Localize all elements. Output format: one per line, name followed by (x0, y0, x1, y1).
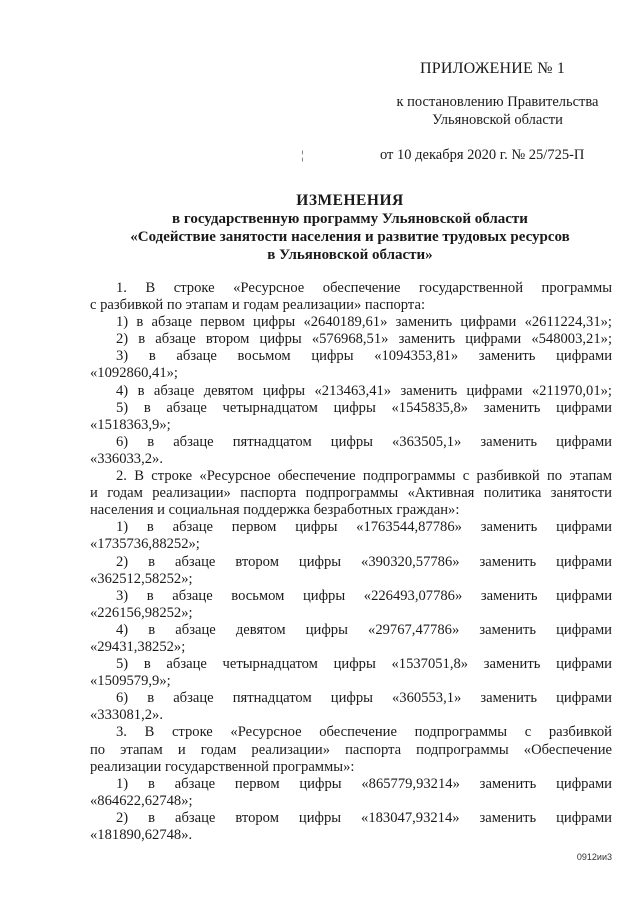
body-line: «1509579,9»; (90, 673, 171, 690)
title-main: ИЗМЕНЕНИЯ (296, 192, 404, 209)
document-title (90, 192, 610, 264)
body-line: «1518363,9»; (90, 416, 171, 433)
body-line: 2) в абзаце втором цифры «183047,93214» заменить цифрами (116, 809, 612, 826)
body-line: 5) в абзаце четырнадцатом цифры «1537051,8» заменить цифрами (116, 656, 612, 673)
body-line: «226156,98252»; (90, 604, 193, 621)
body-line: 3) в абзаце восьмом цифры «226493,07786» заменить цифрами (116, 587, 612, 604)
body-line: 1) в абзаце первом цифры «865779,93214» заменить цифрами (116, 775, 612, 792)
body-line: «1092860,41»; (90, 365, 178, 382)
body-line: реализации государственной программы»: (90, 758, 355, 775)
body-line: 2. В строке «Ресурсное обеспечение подпрограммы с разбивкой по этапам (116, 468, 612, 485)
document-body (90, 280, 612, 844)
body-line: «1735736,88252»; (90, 536, 200, 553)
body-line: и годам реализации» паспорта подпрограммы «Активная политика занятости (90, 485, 612, 502)
body-line: 1) в абзаце первом цифры «2640189,61» заменить цифрами «2611224,31»; (116, 314, 612, 331)
body-line: 2) в абзаце втором цифры «390320,57786» заменить цифрами (116, 553, 612, 570)
body-line: 1. В строке «Ресурсное обеспечение государственной программы (116, 280, 612, 296)
decree-reference-line-2: Ульяновской области (432, 112, 563, 128)
body-line: 6) в абзаце пятнадцатом цифры «360553,1» заменить цифрами (116, 690, 612, 707)
scan-mark: ¦ (301, 147, 304, 162)
body-line: населения и социальная поддержка безработных граждан»: (90, 502, 460, 519)
decree-reference (385, 93, 610, 129)
body-line: 4) в абзаце девятом цифры «213463,41» заменить цифрами «211970,01»; (116, 382, 612, 399)
appendix-heading: ПРИЛОЖЕНИЕ № 1 (420, 60, 566, 77)
body-line: «333081,2». (90, 707, 163, 724)
body-line: по этапам и годам реализации» паспорта подпрограммы «Обеспечение (90, 741, 612, 758)
body-line: «181890,62748». (90, 827, 193, 843)
title-line-2: в государственную программу Ульяновской области (172, 211, 528, 227)
body-line: «864622,62748»; (90, 792, 193, 809)
body-line: 3) в абзаце восьмом цифры «1094353,81» заменить цифрами (116, 348, 612, 365)
body-line: «29431,38252»; (90, 638, 186, 655)
body-line: 6) в абзаце пятнадцатом цифры «363505,1» заменить цифрами (116, 433, 612, 450)
body-line: 3. В строке «Ресурсное обеспечение подпрограммы с разбивкой (116, 724, 612, 741)
body-line: «336033,2». (90, 450, 163, 467)
body-line: «362512,58252»; (90, 570, 193, 587)
body-line: 2) в абзаце втором цифры «576968,51» заменить цифрами «548003,21»; (116, 331, 612, 348)
title-line-3: «Содействие занятости населения и развитие трудовых ресурсов (130, 229, 570, 245)
title-line-4: в Ульяновской области» (267, 247, 433, 263)
body-line: 1) в абзаце первом цифры «1763544,87786» заменить цифрами (116, 519, 612, 536)
document-code: 0912ии3 (576, 852, 612, 862)
body-line: 4) в абзаце девятом цифры «29767,47786» заменить цифрами (116, 621, 612, 638)
body-line: 5) в абзаце четырнадцатом цифры «1545835,8» заменить цифрами (116, 399, 612, 416)
body-line: с разбивкой по этапам и годам реализации» паспорта: (90, 297, 426, 314)
decree-reference-line-1: к постановлению Правительства (396, 94, 599, 110)
decree-date-number: от 10 декабря 2020 г. № 25/725-П (380, 147, 585, 163)
